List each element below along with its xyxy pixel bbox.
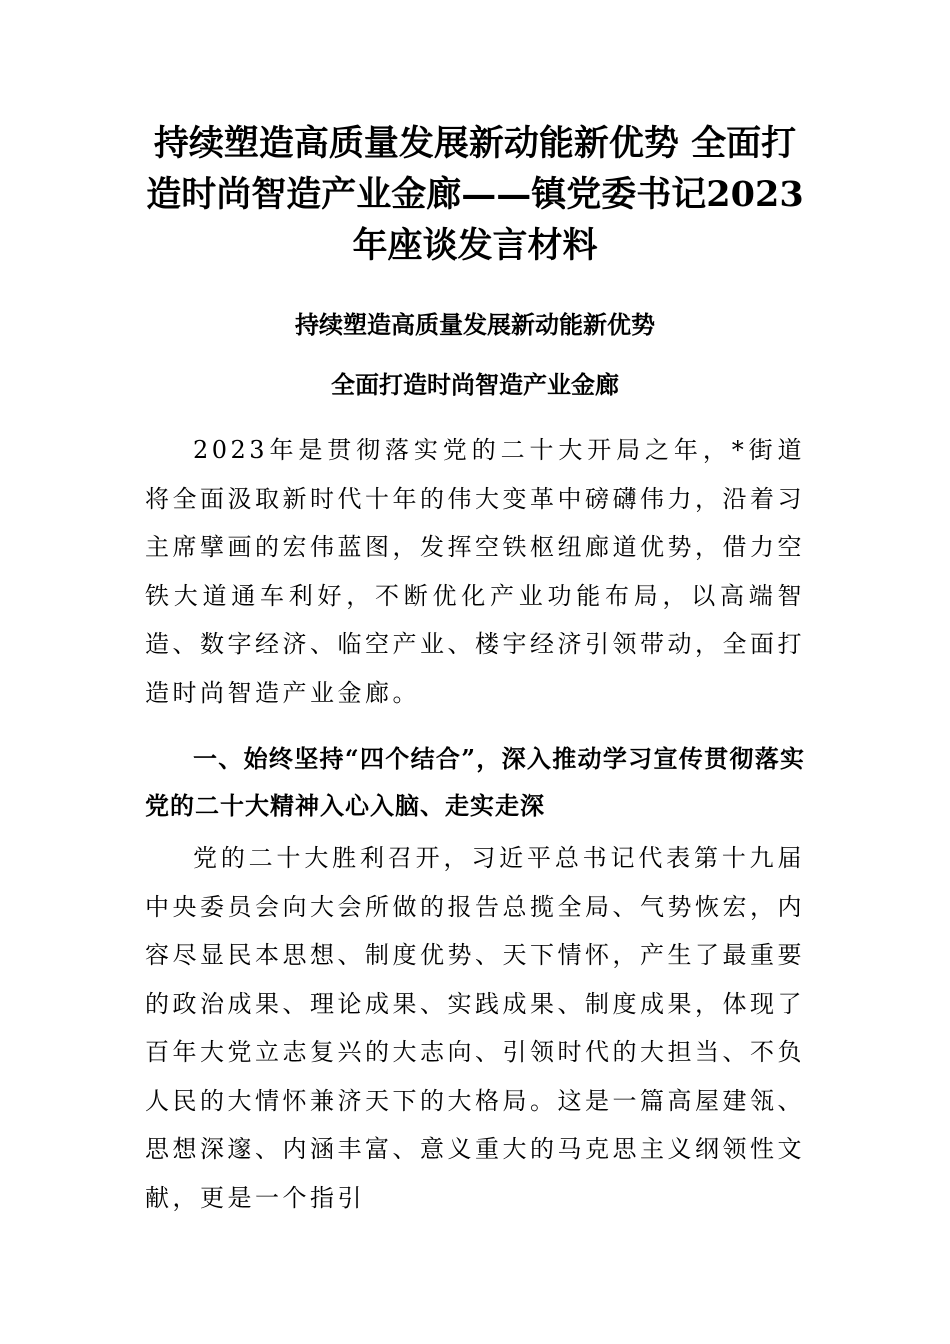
section-heading-1: 一、始终坚持“四个结合”，深入推动学习宣传贯彻落实党的二十大精神入心入脑、走实走深 xyxy=(145,744,805,820)
subtitle-line-2: 全面打造时尚智造产业金廊 xyxy=(331,370,619,399)
document-title: 持续塑造高质量发展新动能新优势 全面打造时尚智造产业金廊——镇党委书记2023年座谈发言材料 xyxy=(146,123,804,266)
subtitle-line-1: 持续塑造高质量发展新动能新优势 xyxy=(295,310,655,339)
body-paragraph-2: 党的二十大胜利召开，习近平总书记代表第十九届中央委员会向大会所做的报告总揽全局、气势恢宏，内容尽显民本思想、制度优势、天下情怀，产生了最重要的政治成果、理论成果、实践成果、制度成果，体现了百年大党立志复兴的大志向、引领时代的大担当、不负人民的大情怀兼济天下的大格局。这是一篇高屋建瓴、思想深邃、内涵丰富、意义重大的马克思主义纲领性文献，更是一个指引 xyxy=(145,844,805,1212)
body-paragraph-1: 2023年是贯彻落实党的二十大开局之年，*街道将全面汲取新时代十年的伟大变革中磅礴伟力，沿着习主席擘画的宏伟蓝图，发挥空铁枢纽廊道优势，借力空铁大道通车利好，不断优化产业功能布局，以高端智造、数字经济、临空产业、楼宇经济引领带动，全面打造时尚智造产业金廊。 xyxy=(145,436,805,707)
